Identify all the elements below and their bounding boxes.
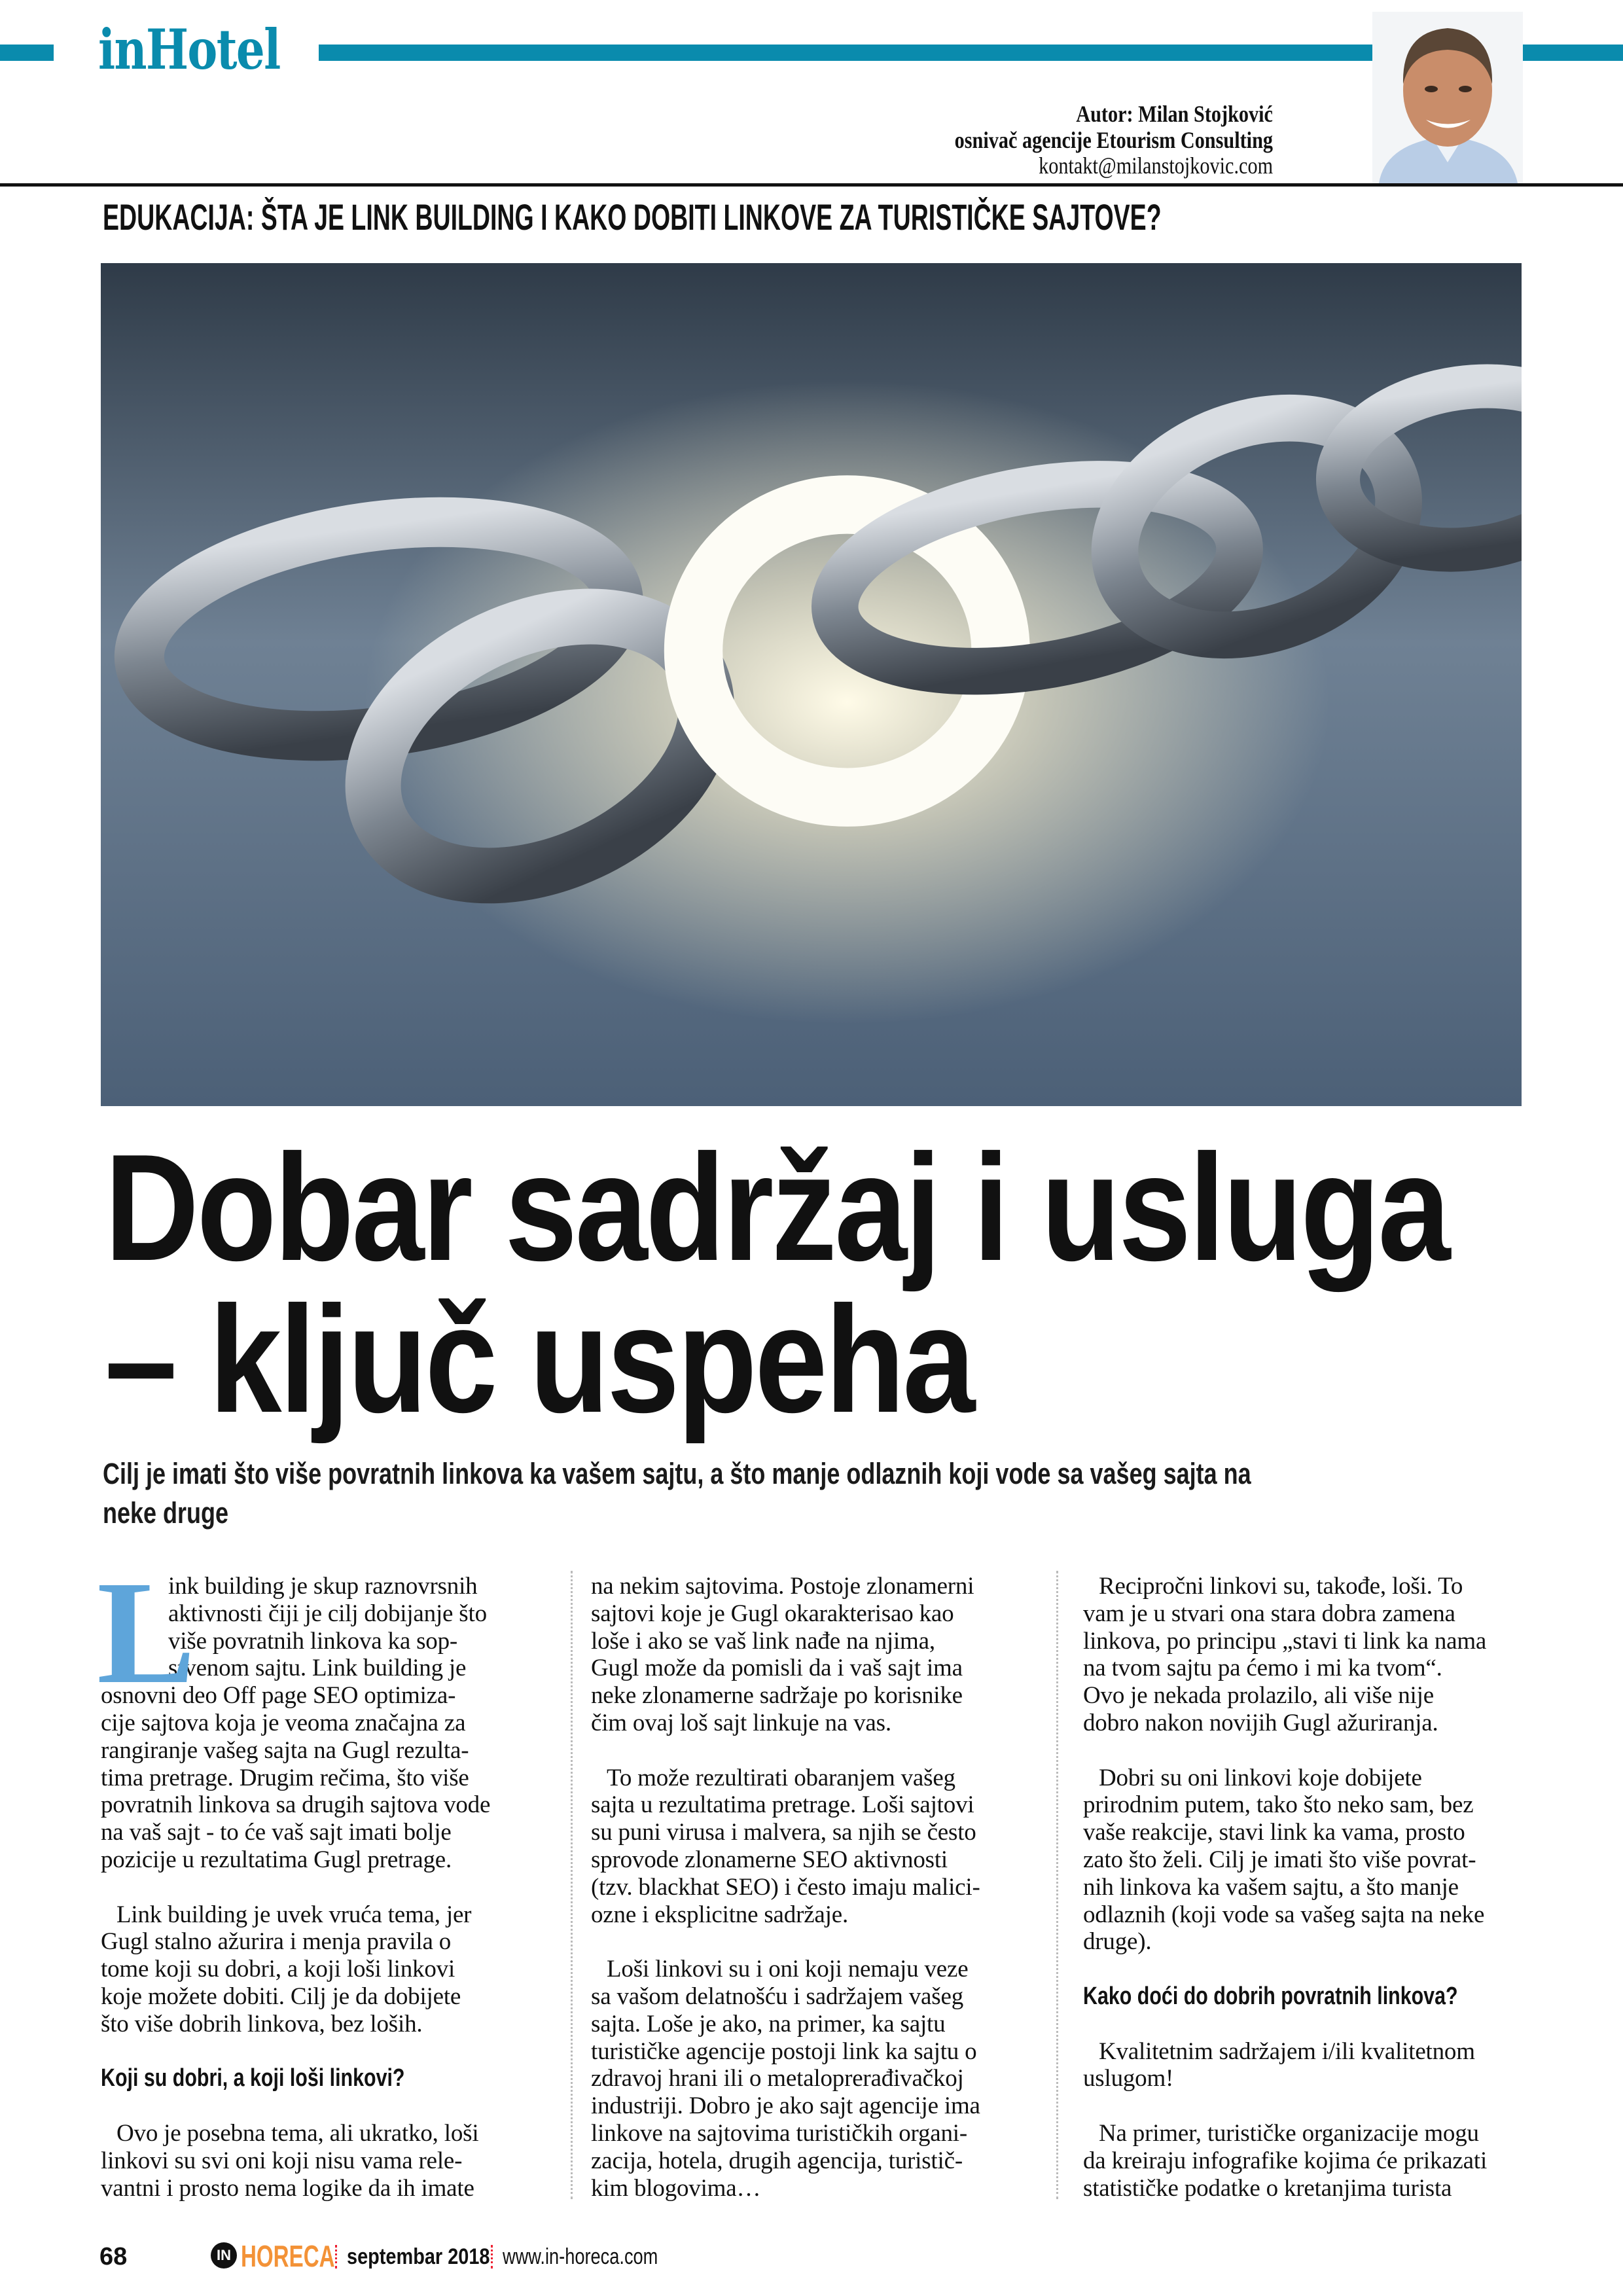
paragraph <box>101 1901 552 2038</box>
text-line: vam je u stvari ona stara dobra zamena <box>1083 1600 1455 1627</box>
text-line: druge). <box>1083 1928 1152 1956</box>
paragraph <box>591 1956 1043 2202</box>
text-line: pozicije u rezultatima Gugl pretrage. <box>101 1846 452 1873</box>
text-line: sajtovi koje je Gugl okarakterisao kao <box>591 1600 954 1627</box>
header-bar-middle <box>319 45 1372 61</box>
section-heading-text: Koji su dobri, a koji loši linkovi? <box>101 2064 405 2092</box>
text-line: vaše reakcije, stavi link ka vama, prosto <box>1083 1819 1465 1846</box>
text-line: linkova, po principu „stavi ti link ka nama <box>1083 1627 1487 1655</box>
paragraph <box>591 1573 1043 1737</box>
author-name: Autor: Milan Stojković <box>1076 101 1273 127</box>
text-line: kim blogovima… <box>591 2174 761 2202</box>
paragraph <box>101 2120 552 2202</box>
subhead-line-1: Cilj je imati što više povratnih linkova ka vašem sajtu, a što manje odlaznih koji vode sa vašeg sajta na <box>103 1457 1251 1490</box>
text-line: zacija, hotela, drugih agencija, turistič- <box>591 2147 963 2174</box>
text-line: neke zlonamerne sadržaje po korisnike <box>591 1682 963 1710</box>
column-divider <box>1056 1571 1058 2199</box>
text-line: Kvalitetnim sadržajem i/ili kvalitetnom <box>1099 2037 1475 2065</box>
text-line: više povratnih linkova ka sop- <box>168 1627 458 1655</box>
in-logo-icon: IN <box>211 2242 237 2269</box>
headline-line-1: Dobar sadržaj i usluga <box>105 1123 1449 1293</box>
text-line: su puni virusa i malvera, sa njih se često <box>591 1819 976 1846</box>
paragraph <box>1083 1573 1535 1737</box>
text-line: osnovni deo Off page SEO optimiza- <box>101 1682 456 1710</box>
text-line: stvenom sajtu. Link building je <box>168 1655 467 1682</box>
text-line: zdravoj hrani ili o metaloprerađivačkoj <box>591 2065 964 2092</box>
text-line: vantni i prosto nema logike da ih imate <box>101 2174 474 2202</box>
text-line: aktivnosti čiji je cilj dobijanje što <box>168 1600 487 1627</box>
author-email: kontakt@milanstojkovic.com <box>1039 152 1273 179</box>
text-line: Gugl može da pomisli da i vaš sajt ima <box>591 1655 963 1682</box>
text-line: industriji. Dobro je ako sajt agencije ima <box>591 2092 980 2120</box>
text-line: Ovo je nekada prolazilo, ali više nije <box>1083 1682 1434 1710</box>
column-divider <box>571 1571 573 2199</box>
section-heading-text: Kako doći do dobrih povratnih linkova? <box>1083 1982 1458 2010</box>
header-bar-right <box>1523 45 1623 61</box>
subhead-line-2: neke druge <box>103 1496 229 1530</box>
text-line: odlaznih (koji vode sa vašeg sajta na neke <box>1083 1901 1485 1928</box>
text-line: povratnih linkova sa drugih sajtova vode <box>101 1791 491 1819</box>
footer-divider <box>335 2245 337 2269</box>
author-role: osnivač agencije Etourism Consulting <box>954 127 1273 153</box>
text-line: dobro nakon novijih Gugl ažuriranja. <box>1083 1709 1438 1736</box>
text-line: Gugl stalno ažurira i menja pravila o <box>101 1928 452 1956</box>
section-heading <box>101 2065 552 2092</box>
text-line: prirodnim putem, tako što neko sam, bez <box>1083 1791 1474 1819</box>
article-column-2 <box>591 1573 1043 2229</box>
text-line: Na primer, turističke organizacije mogu <box>1099 2119 1479 2147</box>
text-line: Link building je uvek vruća tema, jer <box>116 1901 472 1928</box>
text-line: rangiranje vašeg sajta na Gugl rezulta- <box>101 1736 469 1764</box>
text-line: nih linkova ka vašem sajtu, a što manje <box>1083 1873 1459 1901</box>
text-line: na tvom sajtu pa ćemo i mi ka tvom“. <box>1083 1655 1442 1682</box>
drop-cap: L <box>97 1551 196 1714</box>
header-rule <box>0 183 1623 187</box>
text-line: na nekim sajtovima. Postoje zlonamerni <box>591 1573 974 1600</box>
paragraph <box>591 1765 1043 1929</box>
article-column-1 <box>97 1551 552 2229</box>
text-line: što više dobrih linkova, bez loših. <box>101 2010 423 2037</box>
text-line: zato što želi. Cilj je imati što više povrat- <box>1083 1846 1476 1873</box>
text-line: Dobri su oni linkovi koje dobijete <box>1099 1764 1422 1791</box>
text-line: tima pretrage. Drugim rečima, što više <box>101 1764 469 1791</box>
text-line: sajta. Loše je ako, na primer, ka sajtu <box>591 2010 946 2037</box>
author-photo <box>1372 12 1523 183</box>
text-line: tome koji su dobri, a koji loši linkovi <box>101 1956 455 1983</box>
footer-divider <box>491 2245 493 2269</box>
text-line: ink building je skup raznovrsnih <box>168 1573 478 1600</box>
article-column-3 <box>1083 1573 1535 2229</box>
issue-date: septembar 2018 <box>347 2244 490 2269</box>
page-number: 68 <box>99 2243 128 2270</box>
text-line: da kreiraju infografike kojima će prikazati <box>1083 2147 1488 2174</box>
header-bar-left <box>0 45 54 61</box>
text-line: loše i ako se vaš link nađe na njima, <box>591 1627 935 1655</box>
text-line: sajta u rezultatima pretrage. Loši sajtovi <box>591 1791 974 1819</box>
text-line: Loši linkovi su i oni koji nemaju veze <box>607 1956 969 1983</box>
section-logo: inHotel <box>98 17 280 82</box>
text-line: linkovi su svi oni koji nisu vama rele- <box>101 2147 463 2174</box>
kicker: EDUKACIJA: ŠTA JE LINK BUILDING I KAKO DOBITI LINKOVE ZA TURISTIČKE SAJTOVE? <box>103 196 1162 238</box>
text-line: linkove na sajtovima turističkih organi- <box>591 2119 967 2147</box>
text-line: uslugom! <box>1083 2065 1174 2092</box>
publication-logo: HORECA <box>241 2239 335 2273</box>
text-line: koje možete dobiti. Cilj je da dobijete <box>101 1982 461 2010</box>
hero-image <box>101 263 1522 1106</box>
website-link[interactable]: www.in-horeca.com <box>503 2244 658 2269</box>
text-line: Recipročni linkovi su, takođe, loši. To <box>1099 1573 1463 1600</box>
text-line: sa vašom delatnošću i sadržajem vašeg <box>591 1982 963 2010</box>
text-line: cije sajtova koja je veoma značajna za <box>101 1709 466 1736</box>
text-line: statističke podatke o kretanjima turista <box>1083 2174 1452 2202</box>
paragraph <box>1083 2038 1535 2093</box>
paragraph <box>1083 1765 1535 1956</box>
text-line: čim ovaj loš sajt linkuje na vas. <box>591 1709 891 1736</box>
text-line: sprovode zlonamerne SEO aktivnosti <box>591 1846 948 1873</box>
text-line: na vaš sajt - to će vaš sajt imati bolje <box>101 1819 452 1846</box>
text-line: Ovo je posebna tema, ali ukratko, loši <box>116 2119 479 2147</box>
headline-line-2: – ključ uspeha <box>105 1275 973 1444</box>
text-line: To može rezultirati obaranjem vašeg <box>607 1764 955 1791</box>
text-line: (tzv. blackhat SEO) i često imaju malici- <box>591 1873 980 1901</box>
text-line: turističke agencije postoji link ka sajtu o <box>591 2037 977 2065</box>
paragraph <box>1083 2120 1535 2202</box>
paragraph <box>97 1551 552 1874</box>
text-line: ozne i eksplicitne sadržaje. <box>591 1901 848 1928</box>
section-heading <box>1083 1983 1535 2011</box>
